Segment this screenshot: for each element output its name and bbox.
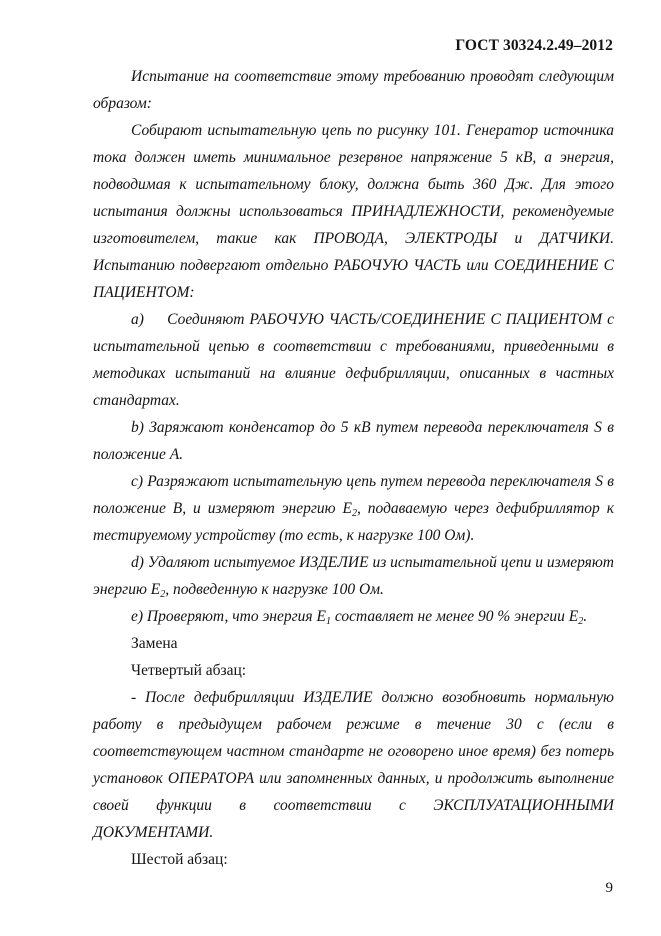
paragraph-test-intro: Испытание на соответствие этому требованию проводят следующим образом: — [93, 68, 614, 112]
step-c-subscript: 2 — [351, 508, 357, 519]
paragraph-after-defibrillation: - После дефибрилляции ИЗДЕЛИЕ должно возобновить нормальную работу в предыдущем рабочем режиме в течение 30 с (если в соответствующем частном стандарте не оговорено иное время) без потерь установок ОПЕРАТОРА или запомненных данных, и продолжить выполнение своей функции в соответствии с ЭКСПЛУАТАЦИОННЫМИ ДОКУМЕНТАМИ. — [93, 689, 614, 841]
step-c-text-2: , подаваемую через дефибриллятор к тестируемому устройству (то есть, к нагрузке 100 Ом). — [93, 500, 614, 544]
step-e-text-1: e) Проверяют, что энергия E — [131, 608, 326, 625]
paragraph-test-circuit: Собирают испытательную цепь по рисунку 101. Генератор источника тока должен иметь минимальное резервное напряжение 5 кВ, а энергия, подводимая к испытательному блоку, должна быть 360 Дж. Для этого испытания должны использоваться ПРИНАДЛЕЖНОСТИ, рекомендуемые изготовителем, такие как ПРОВОДА, ЭЛЕКТРОДЫ и ДАТЧИКИ. Испытанию подвергают отдельно РАБОЧУЮ ЧАСТЬ или СОЕДИНЕНИЕ С ПАЦИЕНТОМ: — [93, 122, 614, 301]
paragraph-step-b: b) Заряжают конденсатор до 5 кВ путем перевода переключателя S в положение A. — [93, 419, 614, 463]
paragraph-step-a: a) Соединяют РАБОЧУЮ ЧАСТЬ/СОЕДИНЕНИЕ С ПАЦИЕНТОМ с испытательной цепью в соответствии с требованиями, приведенными в методиках испытаний на влияние дефибрилляции, описанных в частных стандартах. — [93, 311, 614, 409]
step-e-text-3: . — [583, 608, 588, 625]
step-d-text-1: d) Удаляют испытуемое ИЗДЕЛИЕ из испытательной цепи и измеряют энергию E — [93, 554, 614, 598]
step-c-text-1: c) Разряжают испытательную цепь путем перевода переключателя S в положение B, и измеряют энергию E — [93, 473, 614, 517]
step-d-text-2: , подведенную к нагрузке 100 Ом. — [165, 581, 384, 598]
paragraph-replacement: Замена — [131, 635, 178, 652]
paragraph-fourth-label: Четвертый абзац: — [131, 662, 247, 679]
document-body — [93, 63, 614, 873]
page-number: 9 — [605, 880, 613, 896]
step-e-subscript-1: 1 — [325, 616, 331, 627]
paragraph-step-e — [93, 603, 614, 630]
step-e-text-2: составляет не менее 90 % энергии E — [330, 608, 579, 625]
paragraph-step-c — [93, 468, 614, 549]
paragraph-sixth-label: Шестой абзац: — [131, 851, 228, 868]
step-d-subscript: 2 — [160, 589, 166, 600]
paragraph-step-d — [93, 549, 614, 603]
standard-header: ГОСТ 30324.2.49–2012 — [455, 37, 613, 54]
step-e-subscript-2: 2 — [578, 616, 584, 627]
